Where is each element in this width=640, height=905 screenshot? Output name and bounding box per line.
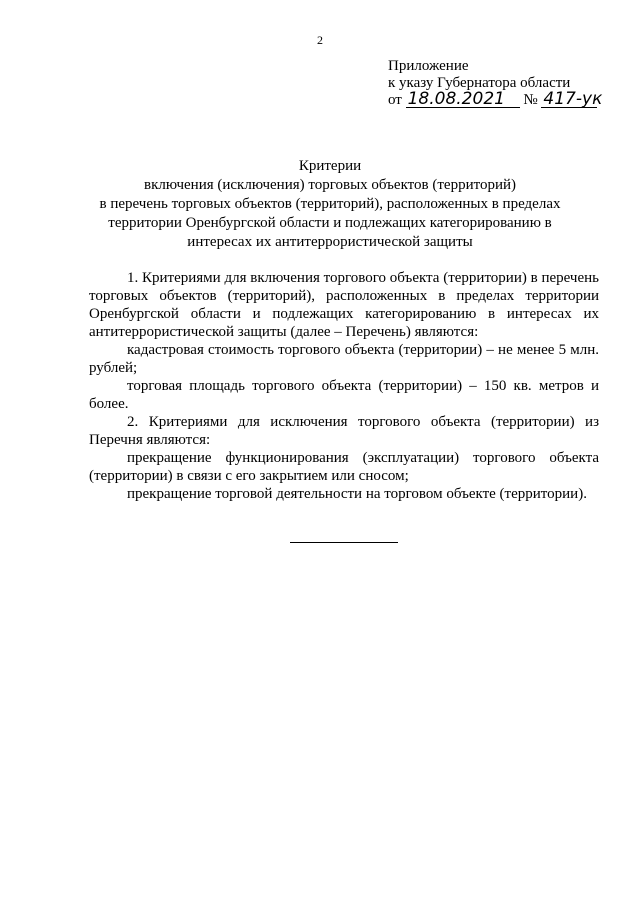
paragraph-inclusion-criteria: 1. Критериями для включения торгового объекта (территории) в перечень торговых объектов (территорий), расположенных в пределах территории Оренбургской области и подлежащих категорированию в интересах их антитеррористической защиты (далее – Перечень) являются: [89,270,599,340]
number-prefix: № [523,92,538,108]
paragraph-exclusion-criteria: 2. Критериями для исключения торгового объекта (территории) из Перечня являются: [89,414,599,448]
appendix-title: Приложение [388,58,469,74]
title-line: включения (исключения) торговых объектов (территорий) [143,177,517,193]
handwritten-number: 417-ук [543,89,603,109]
handwritten-date: 18.08.2021 [406,92,520,108]
document-body [89,269,599,503]
date-prefix: от [388,92,402,108]
appendix-header [388,58,603,109]
paragraph-cadastral-value: кадастровая стоимость торгового объекта (территории) – не менее 5 млн. рублей; [89,342,599,376]
paragraph-trade-area: торговая площадь торгового объекта (территории) – 150 кв. метров и более. [89,378,599,412]
appendix-date-number-line [388,89,603,109]
appendix-decree-reference: к указу Губернатора области [388,75,571,91]
paragraph-cessation-trade: прекращение торговой деятельности на торговом объекте (территории). [127,486,587,502]
paragraph-cessation-operation: прекращение функционирования (эксплуатации) торгового объекта (территории) в связи с его закрытием или сносом; [89,450,599,484]
title-line: в перечень торговых объектов (территорий), расположенных в пределах [99,196,561,212]
title-line: интересах их антитеррористической защиты [187,234,473,250]
document-title [80,157,580,252]
closing-rule [290,542,398,543]
page-number: 2 [317,33,323,47]
title-line: Критерии [298,158,362,174]
title-line: территории Оренбургской области и подлежащих категорированию в [108,215,552,231]
